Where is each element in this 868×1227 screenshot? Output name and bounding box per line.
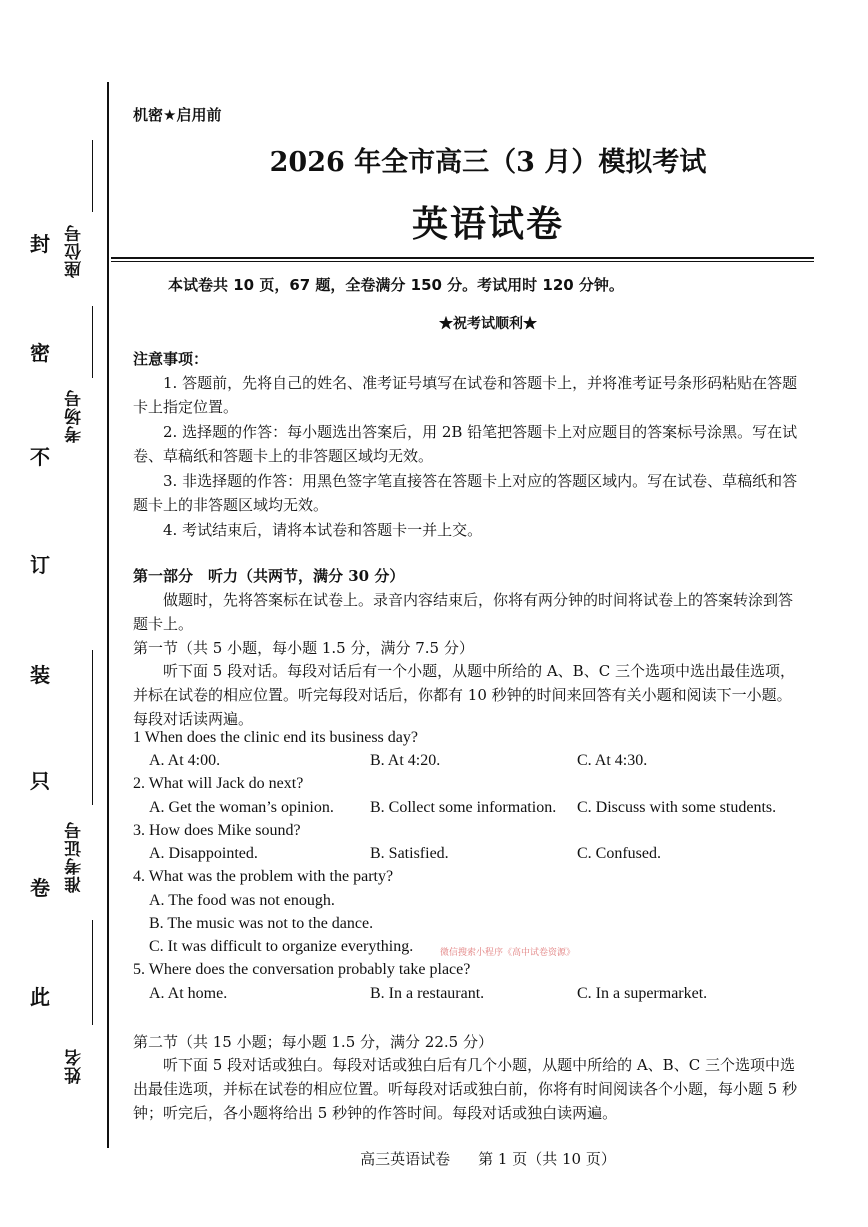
good-luck-line: ★祝考试顺利★ bbox=[439, 316, 537, 332]
seal-char: 封 bbox=[30, 232, 50, 256]
seal-char: 不 bbox=[30, 445, 50, 469]
notice-item: 2. 选择题的作答：每小题选出答案后，用 2B 铅笔把答题卡上对应题目的答案标号涂黑。写在试卷、草稿纸和答题卡上的非答题区域均无效。 bbox=[133, 423, 798, 465]
footer-page-number: 第 1 页（共 10 页） bbox=[478, 1150, 616, 1168]
seat-number-line bbox=[92, 140, 93, 212]
seal-char: 订 bbox=[30, 553, 50, 577]
exam-room-label: 考场号 bbox=[65, 389, 85, 443]
seal-char: 此 bbox=[30, 985, 50, 1009]
q4-option-b: B. The music was not to the dance. bbox=[149, 915, 374, 932]
page-footer bbox=[108, 1148, 868, 1169]
admission-ticket-label: 准考证号 bbox=[65, 821, 85, 893]
notice-item: 1. 答题前，先将自己的姓名、准考证号填写在试卷和答题卡上，并将准考证号条形码粘贴在答题卡上指定位置。 bbox=[133, 374, 798, 416]
question-4: 4. What was the problem with the party? bbox=[133, 868, 394, 885]
seal-char: 只 bbox=[30, 769, 50, 793]
q2-option-c: C. Discuss with some students. bbox=[577, 799, 777, 816]
part1-title: 第一部分 听力（共两节，满分 30 分） bbox=[133, 567, 405, 585]
question-3: 3. How does Mike sound? bbox=[133, 822, 301, 839]
exam-title: 2026 年全市高三（3 月）模拟考试 bbox=[269, 147, 707, 178]
q1-option-a: A. At 4:00. bbox=[149, 752, 221, 769]
notice-item: 4. 考试结束后，请将本试卷和答题卡一并上交。 bbox=[163, 521, 483, 539]
question-2: 2. What will Jack do next? bbox=[133, 775, 304, 792]
q5-option-b: B. In a restaurant. bbox=[370, 985, 485, 1002]
exam-room-line bbox=[92, 306, 93, 378]
q5-option-a: A. At home. bbox=[149, 985, 228, 1002]
seat-number-label: 座位号 bbox=[65, 224, 85, 278]
footer-subject: 高三英语试卷 bbox=[360, 1150, 451, 1168]
seal-char: 密 bbox=[30, 341, 50, 365]
q3-option-c: C. Confused. bbox=[577, 845, 661, 862]
seal-char: 装 bbox=[30, 663, 50, 687]
question-5: 5. Where does the conversation probably take place? bbox=[133, 961, 471, 978]
admission-ticket-line bbox=[92, 650, 93, 805]
exam-info: 本试卷共 10 页，67 题，全卷满分 150 分。考试用时 120 分钟。 bbox=[168, 276, 624, 294]
q4-option-c: C. It was difficult to organize everything. bbox=[149, 938, 414, 955]
subject-title: 英语试卷 bbox=[411, 203, 564, 245]
q5-option-c: C. In a supermarket. bbox=[577, 985, 708, 1002]
name-label: 姓名 bbox=[65, 1048, 85, 1084]
q3-option-b: B. Satisfied. bbox=[370, 845, 449, 862]
q1-option-b: B. At 4:20. bbox=[370, 752, 441, 769]
section2-title: 第二节（共 15 小题；每小题 1.5 分，满分 22.5 分） bbox=[133, 1033, 493, 1051]
watermark-text: 微信搜索小程序《高中试卷资源》 bbox=[440, 948, 576, 958]
section1-intro: 听下面 5 段对话。每段对话后有一个小题，从题中所给的 A、B、C 三个选项中选出最佳选项，并标在试卷的相应位置。听完每段对话后，你都有 10 秒钟的时间来回答有关小题和阅读下一小题。每段对话读两遍。 bbox=[133, 662, 795, 728]
seal-char: 卷 bbox=[30, 876, 50, 900]
notice-title: 注意事项： bbox=[133, 350, 209, 368]
name-line bbox=[92, 920, 93, 1025]
confidential-label: 机密★启用前 bbox=[133, 106, 222, 124]
header-rule-thin bbox=[111, 261, 814, 262]
section1-title: 第一节（共 5 小题，每小题 1.5 分，满分 7.5 分） bbox=[133, 639, 474, 657]
q3-option-a: A. Disappointed. bbox=[149, 845, 258, 862]
question-1: 1 When does the clinic end its business day? bbox=[133, 729, 418, 746]
q2-option-b: B. Collect some information. bbox=[370, 799, 557, 816]
section2-intro: 听下面 5 段对话或独白。每段对话或独白后有几个小题，从题中所给的 A、B、C 三个选项中选出最佳选项，并标在试卷的相应位置。听每段对话或独白前，你将有时间阅读各个小题，每小题 5 秒钟；听完后，各小题将给出 5 秒钟的作答时间。每段对话或独白读两遍。 bbox=[133, 1056, 798, 1122]
part1-intro: 做题时，先将答案标在试卷上。录音内容结束后，你将有两分钟的时间将试卷上的答案转涂到答题卡上。 bbox=[133, 591, 794, 633]
header-rule bbox=[111, 257, 814, 259]
notice-item: 3. 非选择题的作答：用黑色签字笔直接答在答题卡上对应的答题区域内。写在试卷、草稿纸和答题卡上的非答题区域均无效。 bbox=[133, 472, 798, 514]
q1-option-c: C. At 4:30. bbox=[577, 752, 648, 769]
q4-option-a: A. The food was not enough. bbox=[149, 892, 335, 909]
q2-option-a: A. Get the woman’s opinion. bbox=[149, 799, 334, 816]
